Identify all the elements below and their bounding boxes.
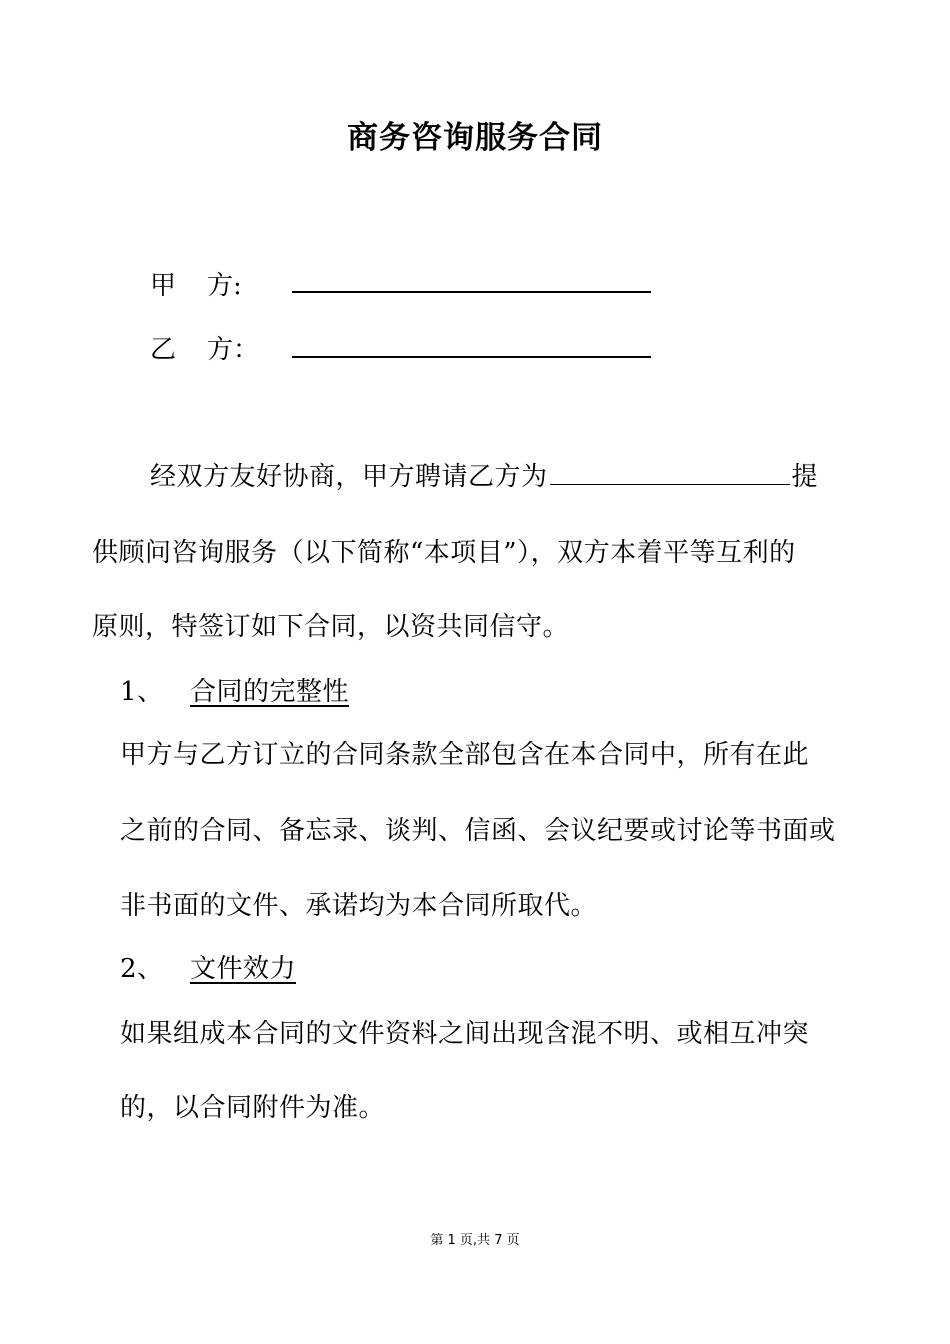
party-a-blank (292, 291, 651, 293)
section-2-line-1: 如果组成本合同的文件资料之间出现含混不明、或相互冲突 (120, 1019, 810, 1049)
section-1-line-1: 甲方与乙方订立的合同条款全部包含在本合同中，所有在此 (120, 740, 810, 770)
section-1-line-2: 之前的合同、备忘录、谈判、信函、会议纪要或讨论等书面或 (120, 816, 836, 846)
intro-text-after: 提 (791, 462, 819, 492)
section-1-number: 1、 (120, 677, 164, 707)
intro-text-before: 经双方友好协商，甲方聘请乙方为 (150, 462, 548, 492)
project-blank (550, 462, 790, 485)
party-b-blank (292, 356, 651, 358)
party-b-suffix: 方： (207, 335, 260, 365)
party-a-suffix: 方: (207, 271, 242, 301)
party-b-label: 乙 (150, 335, 177, 365)
section-1-line-3: 非书面的文件、承诺均为本合同所取代。 (120, 891, 598, 921)
section-2-number: 2、 (120, 954, 164, 984)
document-title: 商务咨询服务合同 (347, 120, 603, 156)
page-number-footer: 第 1 页,共 7 页 (430, 1233, 520, 1248)
party-a-label: 甲 (150, 271, 177, 301)
intro-line-2: 供顾问咨询服务（以下简称“本项目”），双方本着平等互利的 (92, 538, 796, 568)
intro-line-1 (150, 456, 818, 493)
section-1-heading: 合同的完整性 (190, 677, 350, 707)
section-2-line-2: 的，以合同附件为准。 (120, 1093, 386, 1123)
intro-line-3: 原则，特签订如下合同，以资共同信守。 (92, 612, 570, 642)
section-2-heading: 文件效力 (190, 954, 297, 984)
